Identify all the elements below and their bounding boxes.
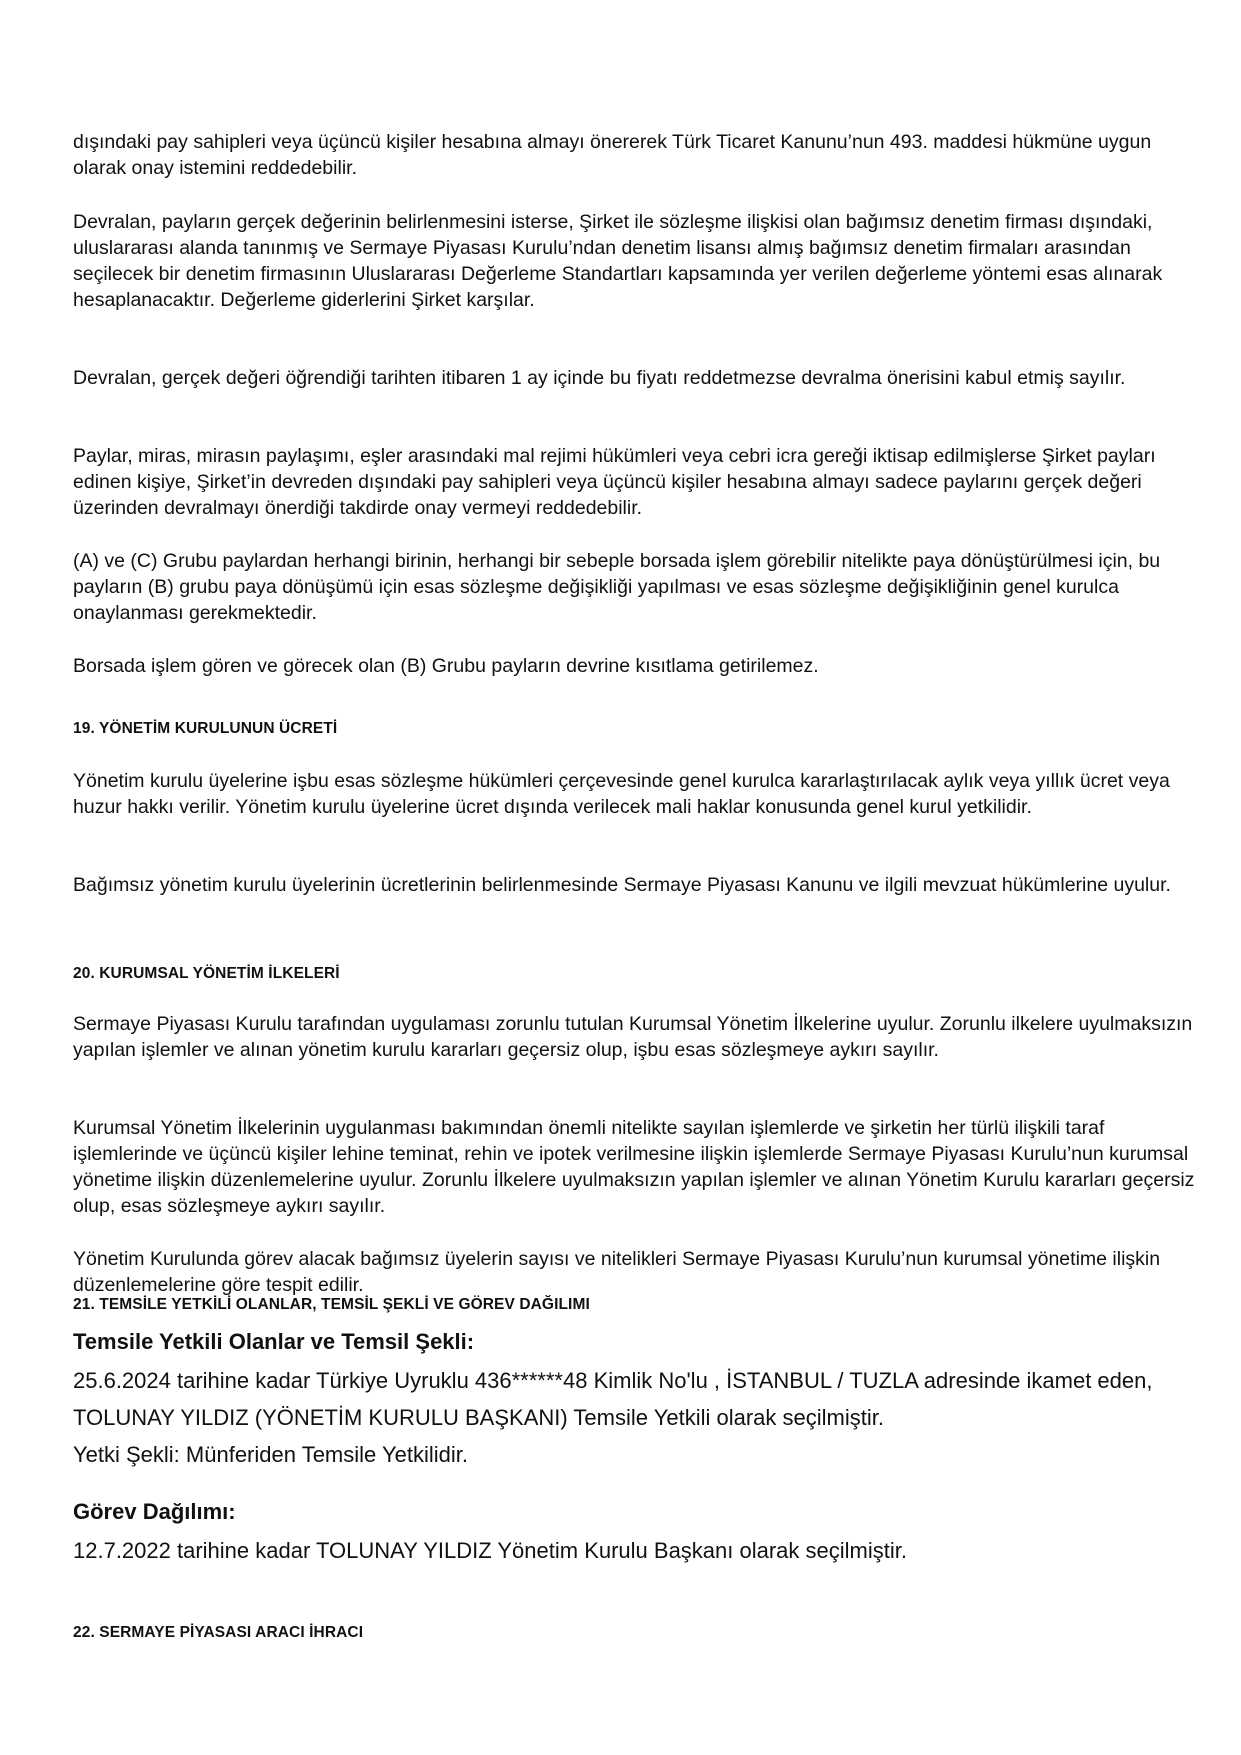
section-20-paragraph-1: Sermaye Piyasası Kurulu tarafından uygulaması zorunlu tutulan Kurumsal Yönetim İlkelerine uyulur. Zorunlu ilkelere uyulmaksızın yapılan işlemler ve alınan yönetim kurulu kararları geçersiz olup, işbu esas sözleşmeye aykırı sayılır. (73, 1013, 1193, 1061)
section-heading-20: 20. KURUMSAL YÖNETİM İLKELERİ (73, 965, 340, 982)
section-19-paragraph-1: Yönetim kurulu üyelerine işbu esas sözleşme hükümleri çerçevesinde genel kurulca kararlaştırılacak aylık veya yıllık ücret veya huzur hakkı verilir. Yönetim kurulu üyelerine ücret dışında verilecek mali haklar konusunda genel kurul yetkilidir. (73, 770, 1170, 818)
representative-appointment-text: 25.6.2024 tarihine kadar Türkiye Uyruklu 436******48 Kimlik No'lu , İSTANBUL / TUZLA adresinde ikamet eden, TOLUNAY YILDIZ (YÖNETİM KURULU BAŞKANI) Temsile Yetkili olarak seçilmiştir. (73, 1368, 1153, 1430)
paragraph-share-transfer-approval: dışındaki pay sahipleri veya üçüncü kişiler hesabına almayı önererek Türk Ticaret Kanunu’nun 493. maddesi hükmüne uygun olarak onay istemini reddedebilir. (73, 131, 1152, 179)
subheading-duty-distribution: Görev Dağılımı: (73, 1499, 236, 1524)
section-heading-22: 22. SERMAYE PİYASASI ARACI İHRACI (73, 1624, 364, 1641)
section-heading-21: 21. TEMSİLE YETKİLİ OLANLAR, TEMSİL ŞEKLİ VE GÖREV DAĞILIMI (73, 1296, 590, 1313)
subheading-representation: Temsile Yetkili Olanlar ve Temsil Şekli: (73, 1329, 475, 1354)
paragraph-fair-value-determination: Devralan, payların gerçek değerinin belirlenmesini isterse, Şirket ile sözleşme ilişkisi olan bağımsız denetim firması dışındaki, uluslararası alanda tanınmış ve Sermaye Piyasası Kurulu’ndan denetim lisansı almış bağımsız denetim firmaları arasından seçilecek bir denetim firmasının Uluslararası Değerleme Standartları kapsamında yer verilen değerleme yöntemi esas alınarak hesaplanacaktır. Değerleme giderlerini Şirket karşılar. (73, 211, 1163, 311)
authority-type-text: Yetki Şekli: Münferiden Temsile Yetkilidir. (73, 1442, 468, 1467)
paragraph-acceptance-period: Devralan, gerçek değeri öğrendiği tarihten itibaren 1 ay içinde bu fiyatı reddetmezse devralma önerisini kabul etmiş sayılır. (73, 367, 1126, 389)
section-heading-19: 19. YÖNETİM KURULUNUN ÜCRETİ (73, 720, 338, 737)
paragraph-traded-shares: Borsada işlem gören ve görecek olan (B) Grubu payların devrine kısıtlama getirilemez. (73, 655, 819, 677)
duty-distribution-text: 12.7.2022 tarihine kadar TOLUNAY YILDIZ Yönetim Kurulu Başkanı olarak seçilmiştir. (73, 1538, 907, 1563)
section-19-paragraph-2: Bağımsız yönetim kurulu üyelerinin ücretlerinin belirlenmesinde Sermaye Piyasası Kanunu ve ilgili mevzuat hükümlerine uyulur. (73, 874, 1171, 896)
section-20-paragraph-2: Kurumsal Yönetim İlkelerinin uygulanması bakımından önemli nitelikte sayılan işlemlerde ve şirketin her türlü ilişkili taraf işlemlerinde ve üçüncü kişiler lehine teminat, rehin ve ipotek verilmesine ilişkin işlemlerde Sermaye Piyasası Kurulu’nun kurumsal yönetime ilişkin düzenlemelerine uyulur. Zorunlu İlkelere uyulmaksızın yapılan işlemler ve alınan Yönetim Kurulu kararları geçersiz olup, esas sözleşmeye aykırı sayılır. (73, 1117, 1195, 1217)
section-20-paragraph-3: Yönetim Kurulunda görev alacak bağımsız üyelerin sayısı ve nitelikleri Sermaye Piyasası Kurulu’nun kurumsal yönetime ilişkin düzenlemelerine göre tespit edilir. (73, 1248, 1161, 1296)
paragraph-group-conversion: (A) ve (C) Grubu paylardan herhangi birinin, herhangi bir sebeple borsada işlem görebilir nitelikte paya dönüştürülmesi için, bu payların (B) grubu paya dönüşümü için esas sözleşme değişikliği yapılması ve esas sözleşme değişikliğinin genel kurulca onaylanması gerekmektedir. (73, 550, 1161, 624)
paragraph-inheritance-acquisition: Paylar, miras, mirasın paylaşımı, eşler arasındaki mal rejimi hükümleri veya cebri icra gereği iktisap edilmişlerse Şirket payları edinen kişiye, Şirket’in devreden dışındaki pay sahipleri veya üçüncü kişiler hesabına almayı sadece paylarını gerçek değeri üzerinden devralmayı önerdiği takdirde onay vermeyi reddedebilir. (73, 445, 1156, 519)
